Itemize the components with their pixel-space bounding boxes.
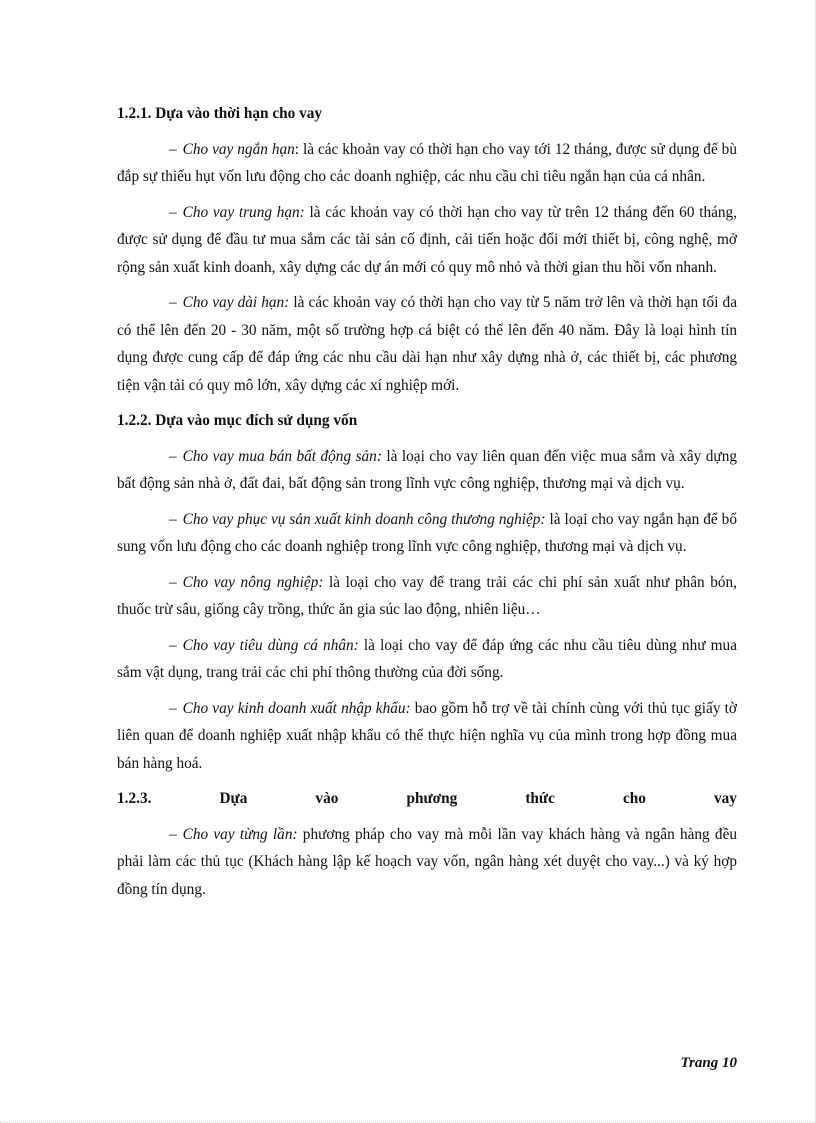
bullet-dash: – (169, 294, 177, 311)
term: Cho vay mua bán bất động sản: (182, 447, 382, 465)
definition: là loại cho vay để đáp ứng các nhu cầu tiêu dùng như mua sắm vật dụng, trang trải các chi phí thông thường của đời sống. (117, 636, 737, 681)
definition: bao gồm hỗ trợ về tài chính cùng với thủ tục giấy tờ liên quan để doanh nghiệp xuất nhập khẩu có thể thực hiện nghĩa vụ của mình trong hợp đồng mua bán hàng hoá. (117, 699, 737, 772)
term: Cho vay phục vụ sản xuất kinh doanh công thương nghiệp: (182, 510, 546, 528)
term: Cho vay ngắn hạn (182, 140, 295, 158)
bullet-dash: – (169, 573, 177, 591)
term-separator: : (294, 140, 300, 158)
heading-word: vay (713, 790, 737, 807)
section-heading-1-2-2: 1.2.2. Dựa vào mục đích sử dụng vốn (117, 412, 358, 429)
bullet-dash: – (169, 203, 177, 221)
page-content (117, 100, 737, 911)
paragraph-real-estate-loan (117, 443, 737, 498)
paragraph-per-time-loan (117, 821, 737, 904)
section-heading-1-2-1: 1.2.1. Dựa vào thời hạn cho vay (117, 105, 323, 122)
term: Cho vay kinh doanh xuất nhập khẩu: (182, 699, 411, 717)
term: Cho vay dài hạn: (182, 294, 290, 311)
definition: là các khoản vay có thời hạn cho vay tới 12 tháng, được sử dụng để bù đắp sự thiếu hụt vốn lưu động cho các doanh nghiệp, các nhu cầu chi tiêu ngắn hạn của cá nhân. (117, 140, 737, 185)
heading-word: 1.2.3. (117, 790, 152, 807)
heading-word: phương (406, 790, 458, 807)
paragraph-short-term-loan (117, 136, 737, 191)
page-number: Trang 10 (680, 1055, 737, 1071)
bullet-dash: – (169, 825, 177, 843)
definition: là loại cho vay liên quan đến việc mua sắm và xây dựng bất động sản nhà ở, đất đai, bất động sản trong lĩnh vực công nghiệp, thương mại và dịch vụ. (117, 447, 738, 492)
bullet-dash: – (169, 636, 177, 654)
heading-word: cho (622, 790, 646, 807)
paragraph-long-term-loan (117, 289, 737, 399)
bullet-dash: – (169, 510, 177, 528)
heading-word: vào (315, 790, 339, 807)
term: Cho vay từng lần: (182, 825, 298, 843)
heading-word: Dựa (219, 790, 248, 807)
bullet-dash: – (169, 447, 177, 465)
term: Cho vay trung hạn: (182, 203, 305, 221)
paragraph-agriculture-loan (117, 569, 737, 624)
paragraph-medium-term-loan (117, 199, 737, 282)
section-heading-1-2-3 (117, 785, 737, 813)
definition: là các khoản vay có thời hạn cho vay từ 5 năm trở lên và thời hạn tối đa có thể lên đến 20 - 30 năm, một số trường hợp cá biệt có thể lên đến 40 năm. Đây là loại hình tín dụng được cung cấp để đáp ứng các nhu cầu dài hạn như xây dựng nhà ở, các thiết bị, các phương tiện vận tải có quy mô lớn, xây dựng các xí nghiệp mới. (117, 294, 737, 394)
term: Cho vay nông nghiệp: (182, 573, 324, 591)
bullet-dash: – (169, 140, 177, 158)
definition: là loại cho vay để trang trải các chi phí sản xuất như phân bón, thuốc trừ sâu, giống cây trồng, thức ăn gia súc lao động, nhiên liệu… (117, 573, 737, 618)
paragraph-business-loan (117, 506, 737, 561)
definition: phương pháp cho vay mà mỗi lần vay khách hàng và ngân hàng đều phải làm các thủ tục (Khách hàng lập kế hoạch vay vốn, ngân hàng xét duyệt cho vay...) và ký hợp đồng tín dụng. (117, 825, 738, 898)
paragraph-import-export-loan (117, 695, 737, 778)
term: Cho vay tiêu dùng cá nhân: (182, 636, 359, 654)
bullet-dash: – (169, 699, 177, 717)
heading-word: thức (525, 790, 555, 807)
definition: là các khoản vay có thời hạn cho vay từ trên 12 tháng đến 60 tháng, được sử dụng để đầu tư mua sắm các tài sản cố định, cải tiến hoặc đổi mới thiết bị, công nghệ, mở rộng sản xuất kinh doanh, xây dựng các dự án mới có quy mô nhỏ và thời gian thu hồi vốn nhanh. (117, 203, 738, 276)
definition: là loại cho vay ngắn hạn để bổ sung vốn lưu động cho các doanh nghiệp trong lĩnh vực công nghiệp, thương mại và dịch vụ. (117, 510, 737, 555)
paragraph-consumer-loan (117, 632, 737, 687)
